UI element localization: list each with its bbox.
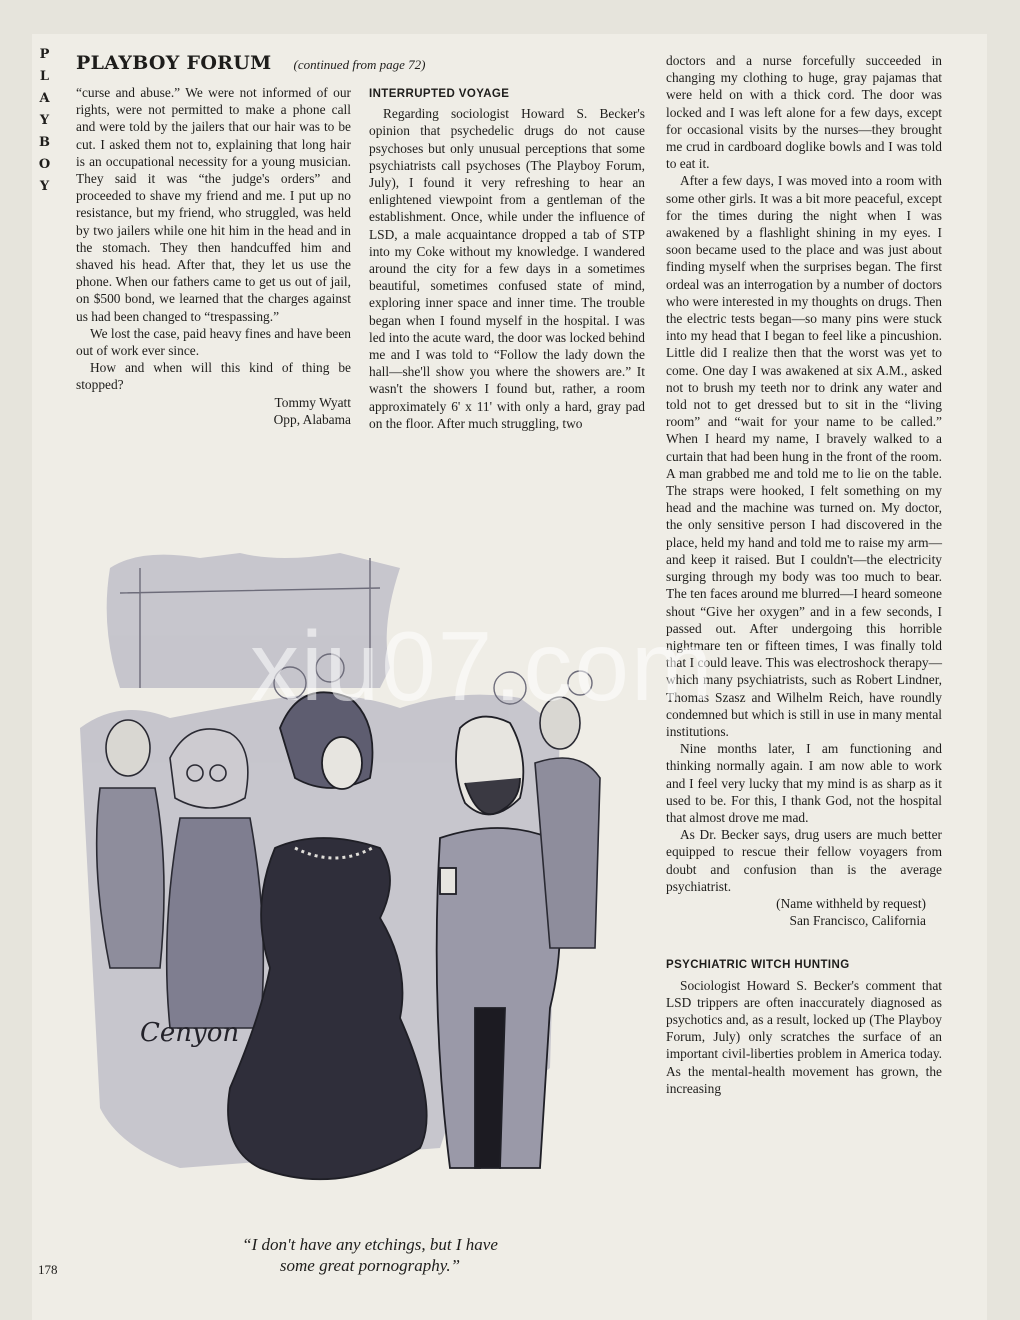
running-head-letter: Y [39, 113, 51, 128]
running-head-letter: P [39, 47, 51, 62]
signature-name: (Name withheld by request) [776, 895, 926, 911]
paragraph: We lost the case, paid heavy fines and have been out of work ever since. [76, 325, 351, 359]
section-header [76, 52, 636, 80]
section-heading: PSYCHIATRIC WITCH HUNTING [666, 959, 850, 972]
paragraph: As Dr. Becker says, drug users are much better equipped to rescue their fellow voyagers from doubt and confusion than is the average psychiatrist. [666, 827, 942, 894]
paragraph: After a few days, I was moved into a room with some other girls. It was a bit more peaceful, except for the times during the night when I was awakened by a flashlight shining in my eyes. I soon became used to the place and was just about finding myself when the surprises began. The first ordeal was an interrogation by a number of doctors who were interested in my thoughts on drugs. Then the electric tests began—so many pins were stuck into my head that I began to feel like a pincushion. Little did I realize then that the worst was yet to come. One day I was awakened at six A.M., asked not to brush my teeth nor to drink any water and told not to get dressed but to sit in the “living room” and “wait for your name to be called.” When I heard my name, I bravely walked to a curtain that had been hung in the front of the room. A man grabbed me and told me to lie on the table. The straps were hooked, I felt something on my head and the machine was turned on. My doctor, the only sensitive person I had discovered in the place, held my hand and told me to raise my arm—and keep it raised. But I couldn't—the electricity surging through my body was too much to bear. The ten faces around me blurred—I heard someone shout “Give her oxygen” and in a few seconds, I passed out. After undergoing this horrible nightmare ten or fifteen times, I was finally told that I could leave. This was electroshock therapy—which many psychiatrists, such as Robert Lindner, Thomas Szasz and Wilhelm Reich, have roundly condemned but which is still in use in many mental institutions. [666, 173, 942, 739]
cartoon-caption [150, 1234, 590, 1276]
watermark: xiu07.com [250, 611, 715, 721]
artist-signature: Cenyon [140, 1018, 240, 1048]
paragraph: Sociologist Howard S. Becker's comment that LSD trippers are often inaccurately diagnosed as psychotics and, as a result, locked up (The Playboy Forum, July) only scratches the surface of an important civil-liberties problem in America today. As the mental-health movement has grown, the increasing [666, 977, 942, 1096]
column-3 [666, 52, 942, 1097]
signature-name: Tommy Wyatt [274, 394, 351, 410]
paragraph: How and when will this kind of thing be stopped? [76, 360, 351, 393]
section-heading: INTERRUPTED VOYAGE [369, 88, 510, 100]
signature-place: San Francisco, California [789, 913, 926, 929]
paragraph: Nine months later, I am functioning and thinking normally again. I am now able to work and I feel very lucky that my mind is as sharp as it used to be. For this, I thank God, not the hospital that almost drove me mad. [666, 741, 942, 825]
cartoon-drawing [80, 548, 640, 1228]
continued-note: (continued from page 72) [293, 57, 426, 72]
running-head-letter: B [39, 135, 51, 150]
running-head-letters [36, 44, 54, 198]
cartoon-illustration [80, 548, 640, 1228]
column-1 [76, 84, 351, 428]
paragraph: doctors and a nurse forcefully succeeded in changing my clothing to huge, gray pajamas that were held on with a thick cord. The door was locked and I was left alone for a few days, except for occasional visits by the nurses—they brought me crud in cardboard doglike bowls and I was told to eat it. [666, 53, 942, 172]
running-head-letter: Y [39, 179, 51, 194]
column-2 [369, 86, 645, 432]
signature-place: Opp, Alabama [273, 411, 351, 427]
caption-line: some great pornography.” [279, 1256, 461, 1275]
running-head-letter: L [39, 69, 51, 84]
page-number: 178 [38, 1262, 58, 1277]
paragraph: “curse and abuse.” We were not informed of our rights, were not permitted to make a phone call and were told by the jailers that our hair was to be cut. I asked them not to, explaining that long hair is an occupational necessity for a young musician. They said it was “the judge's orders” and proceeded to shave my friend and me. I put up no resistance, but my friend, who struggled, was held by two jailers while one hit him in the head and in the stomach. They then handcuffed him and shaved his head. After that, they let us use the phone. When our fathers came to get us out of jail, on $500 bond, we learned that the charges against us had been changed to “trespassing.” [76, 85, 351, 324]
paragraph: Regarding sociologist Howard S. Becker's opinion that psychedelic drugs do not cause psychoses but only unusual perceptions that some psychiatrists call psychoses (The Playboy Forum, July), I found it very refreshing to hear an enlightened viewpoint from a gentleman of the establishment. Once, while under the influence of LSD, a male acquaintance dropped a tab of STP into my Coke without my knowledge. I wandered around the city for a few days in a sometimes beautiful, sometimes confused state of mind, exploring inner space and inner time. The trouble began when I found myself in the hospital. I was led into the acute ward, the door was locked behind me and I was told to “Follow the lady down the hall—she'll show you where the showers are.” It wasn't the showers I found but, rather, a room approximately 6' x 11' with only a hard, gray pad on the floor. After much struggling, two [369, 106, 645, 431]
caption-line: “I don't have any etchings, but I have [242, 1235, 498, 1254]
running-head-letter: A [39, 91, 51, 106]
section-title: PLAYBOY FORUM [76, 52, 272, 74]
running-head-letter: O [38, 157, 52, 172]
running-head-vertical [36, 44, 54, 198]
